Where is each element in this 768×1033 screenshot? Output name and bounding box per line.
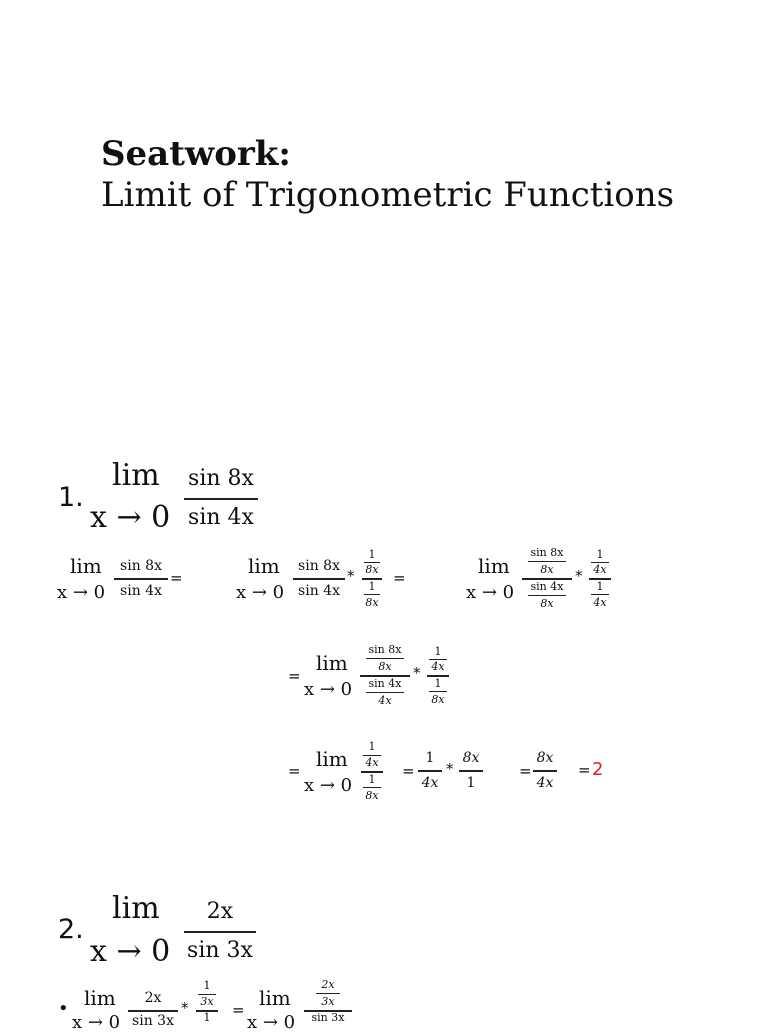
sol1-step6-b-num: 8x <box>462 750 480 766</box>
sol2-step1-mult-top-den: 3x <box>200 995 214 1008</box>
sol1-step6-b-bar <box>459 770 483 772</box>
page-title: Seatwork: <box>101 134 291 174</box>
sol2-step1-lim: lim <box>84 986 116 1010</box>
sol1-step4-equals: = <box>288 667 301 685</box>
sol1-step3-mult-top: 1 <box>596 548 604 561</box>
sol1-step2-bar <box>293 578 345 580</box>
sol2-step1-times: * <box>181 999 189 1017</box>
sol1-step1-den: sin 4x <box>120 583 162 599</box>
sol1-step2-times: * <box>347 567 355 585</box>
sol1-step1-equals: = <box>170 569 183 587</box>
sol1-step4-mult-top: 1 <box>434 645 442 658</box>
sol1-step4-lim: lim <box>316 651 348 675</box>
sol1-step2-mult-top: 1 <box>368 548 376 561</box>
sol1-step3-approach: x → 0 <box>466 582 515 603</box>
sol1-step7-den: 4x <box>536 775 554 791</box>
sol1-step1-lim: lim <box>70 554 102 578</box>
sol1-step3-mult-bot-bar <box>591 594 609 595</box>
sol2-step2-den-top: sin 3x <box>311 1011 345 1024</box>
sol1-step5-lim: lim <box>316 747 348 771</box>
sol1-step3-num-bot: 8x <box>540 563 554 576</box>
sol1-step1-num: sin 8x <box>120 558 162 574</box>
sol1-answer-value: 2 <box>592 759 604 780</box>
sol1-step4-num-bot: 8x <box>378 660 392 673</box>
sol2-step1-mult-bot: 1 <box>203 1011 211 1024</box>
sol2-step2-approach: x → 0 <box>247 1012 296 1033</box>
sol1-step5-bot-bar <box>363 787 381 788</box>
problem-1-number: 1. <box>58 482 84 513</box>
sol1-step3-num-inner-bar <box>528 561 566 562</box>
sol2-step1-mult-top: 1 <box>203 979 211 992</box>
sol1-step5-bot: 1 <box>368 773 376 786</box>
sol1-step2-num: sin 8x <box>298 558 340 574</box>
sol1-step3-num-top: sin 8x <box>530 546 564 559</box>
problem-2-lim: lim <box>112 891 160 926</box>
sol1-step3-mult-bot: 1 <box>596 580 604 593</box>
problem-2-fraction-bar <box>184 931 256 933</box>
sol1-step3-den-top: sin 4x <box>530 580 564 593</box>
sol1-step4-times: * <box>413 664 421 682</box>
sol2-step2-lim: lim <box>259 986 291 1010</box>
sol1-step4-num-inner-bar <box>366 658 404 659</box>
sol1-step5-top-den: 4x <box>365 756 379 769</box>
sol1-step7-num: 8x <box>536 750 554 766</box>
page-subtitle: Limit of Trigonometric Functions <box>101 175 675 215</box>
problem-1-numerator: sin 8x <box>188 466 254 491</box>
sol1-step3-times: * <box>575 567 583 585</box>
sol1-step6-times: * <box>446 760 454 778</box>
problem-1-fraction-bar <box>184 498 258 500</box>
sol1-step2-lim: lim <box>248 554 280 578</box>
sol1-step4-mult-bot-den: 8x <box>431 693 445 706</box>
sol1-answer-equals: = <box>578 761 591 779</box>
sol1-step1-approach: x → 0 <box>57 582 106 603</box>
sol1-step6-a-bar <box>418 770 442 772</box>
sol1-step4-num-top: sin 8x <box>368 643 402 656</box>
sol1-step4-den-top: sin 4x <box>368 677 402 690</box>
sol1-step6-a-den: 4x <box>421 775 439 791</box>
sol1-step3-lim: lim <box>478 554 510 578</box>
sol2-bullet: • <box>58 998 69 1019</box>
sol2-step2-num-top: 2x <box>321 978 335 991</box>
sol1-step4-approach: x → 0 <box>304 679 353 700</box>
problem-1-denominator: sin 4x <box>188 505 254 530</box>
sol1-step6-a-num: 1 <box>425 750 435 766</box>
sol1-step4-den-bot: 4x <box>378 694 392 707</box>
problem-1-approach: x → 0 <box>90 500 171 535</box>
sol1-step3-den-inner-bar <box>528 595 566 596</box>
sol1-step2-mult-top-den: 8x <box>365 563 379 576</box>
sol2-step1-den: sin 3x <box>132 1013 174 1029</box>
sol1-step5-equals: = <box>288 762 301 780</box>
sol2-step1-bar <box>128 1010 178 1012</box>
problem-2-numerator: 2x <box>206 899 234 924</box>
sol1-step4-mult-bot-bar <box>429 691 447 692</box>
sol1-step2-approach: x → 0 <box>236 582 285 603</box>
sol1-step4-mult-top-den: 4x <box>431 660 445 673</box>
sol2-step1-equals: = <box>232 1001 245 1019</box>
sol1-step7-equals: = <box>519 762 532 780</box>
sol1-step5-bot-den: 8x <box>365 789 379 802</box>
sol1-step6-equals: = <box>402 762 415 780</box>
sol2-step1-num: 2x <box>144 990 162 1006</box>
sol2-step2-num-bot: 3x <box>321 995 335 1008</box>
problem-1-lim: lim <box>112 458 160 493</box>
sol1-step7-bar <box>533 770 557 772</box>
sol1-step4-mult-bot: 1 <box>434 677 442 690</box>
problem-2-denominator: sin 3x <box>187 938 253 963</box>
problem-2-approach: x → 0 <box>90 934 171 969</box>
sol1-step2-mult-bot-bar <box>364 594 380 595</box>
sol1-step2-mult-bot: 1 <box>368 580 376 593</box>
sol1-step5-top: 1 <box>368 740 376 753</box>
sol1-step2-mult-bot-den: 8x <box>365 596 379 609</box>
sol1-step5-approach: x → 0 <box>304 775 353 796</box>
sol1-step3-mult-top-den: 4x <box>593 563 607 576</box>
sol1-step6-b-den: 1 <box>466 775 476 791</box>
sol1-step1-bar <box>114 578 168 580</box>
sol1-step3-den-bot: 8x <box>540 597 554 610</box>
problem-2-number: 2. <box>58 914 84 945</box>
sol1-step2-equals: = <box>393 569 406 587</box>
sol1-step4-den-inner-bar <box>366 692 404 693</box>
sol2-step1-approach: x → 0 <box>72 1012 121 1033</box>
sol1-step2-den: sin 4x <box>298 583 340 599</box>
sol1-step3-mult-bot-den: 4x <box>593 596 607 609</box>
sol2-step2-num-inner-bar <box>316 993 340 994</box>
